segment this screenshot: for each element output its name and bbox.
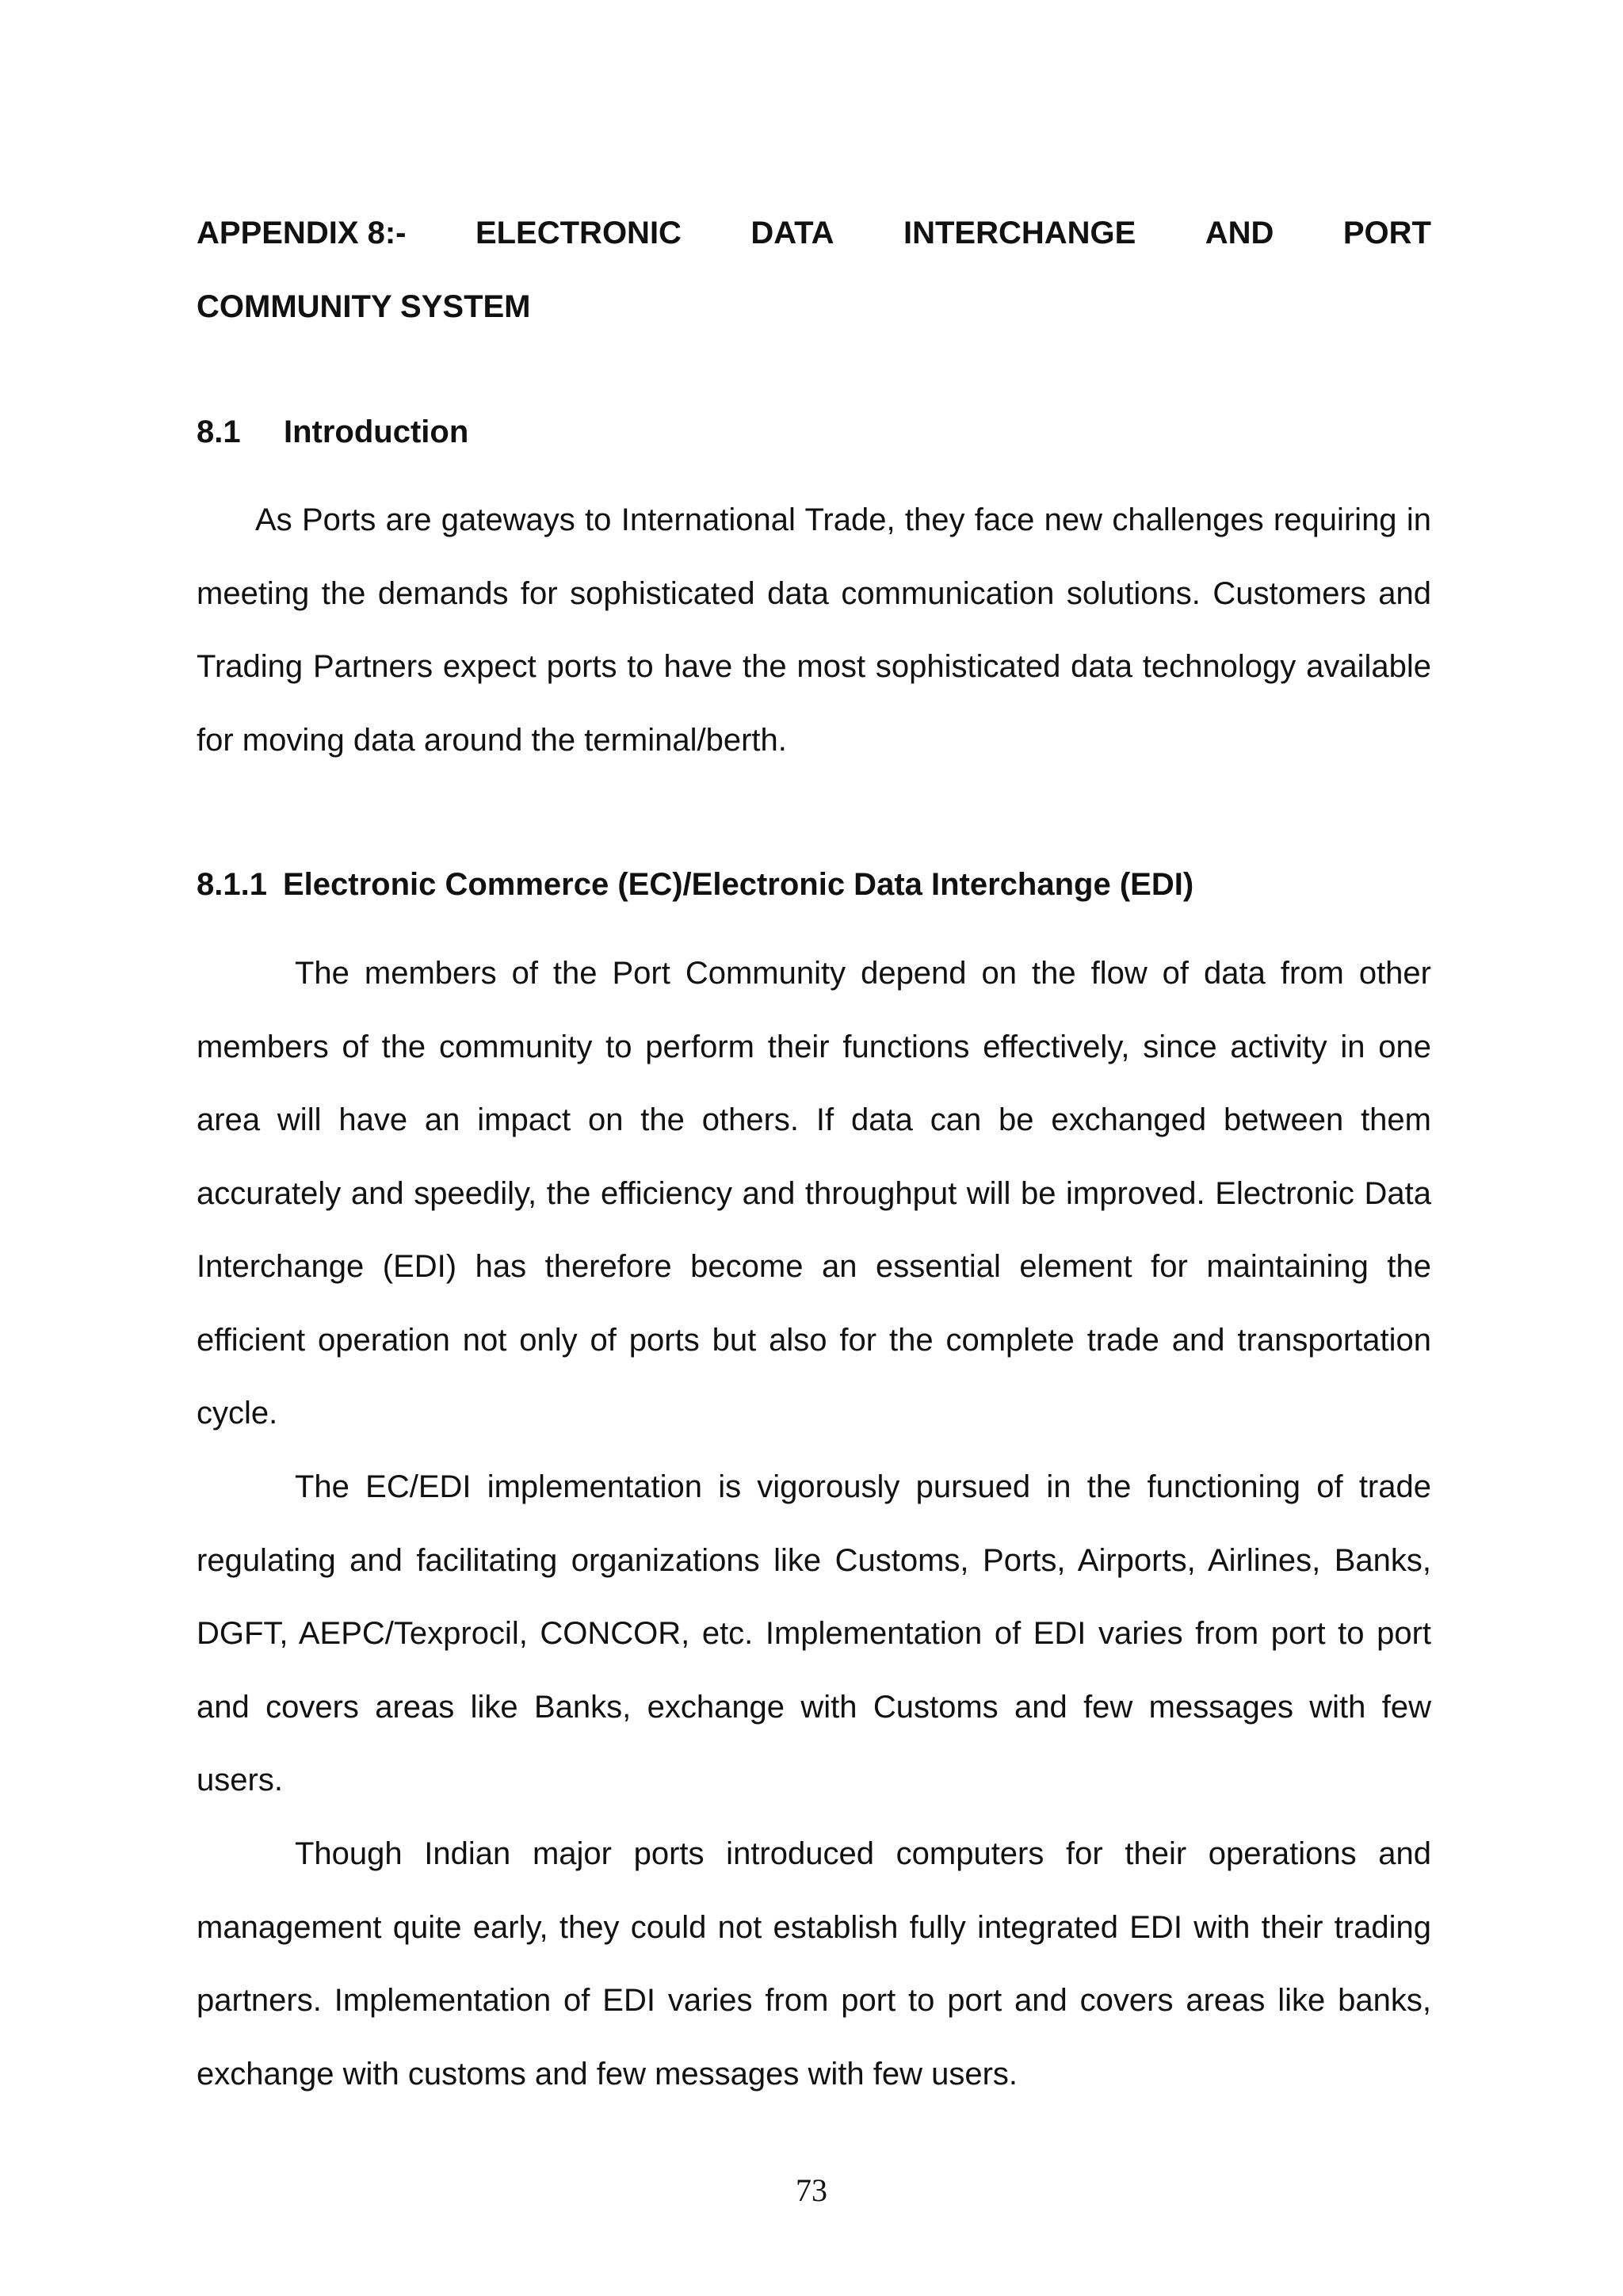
section-8-1-1-heading xyxy=(197,865,1431,904)
section-title: Introduction xyxy=(284,415,469,449)
edi-paragraph-3: Though Indian major ports introduced computers for their operations and management quite early, they could not establish fully integrated EDI with their trading partners. Implementation of EDI varies from port to port and covers areas like banks, exchange with customs and few messages with few users. xyxy=(197,1836,1431,2092)
section-8-1-heading xyxy=(197,413,1431,451)
section-number: 8.1.1 xyxy=(197,867,267,902)
appendix-title-line-1 xyxy=(197,214,1431,252)
appendix-title-word: APPENDIX 8:- xyxy=(197,216,407,250)
appendix-title-word: INTERCHANGE xyxy=(903,216,1136,250)
appendix-title-word: DATA xyxy=(750,216,834,250)
appendix-title-word: AND xyxy=(1205,216,1274,250)
edi-paragraph-2: The EC/EDI implementation is vigorously pursued in the functioning of trade regulating and facilitating organizations like Customs, Ports, Airports, Airlines, Banks, DGFT, AEPC/Texprocil, CONCOR, etc. Implementation of EDI varies from port to port and covers areas like Banks, exchange with Customs and few messages with few users. xyxy=(197,1469,1431,1797)
section-title: Electronic Commerce (EC)/Electronic Data Interchange (EDI) xyxy=(282,867,1194,902)
appendix-title-word: ELECTRONIC xyxy=(475,216,682,250)
intro-paragraph: As Ports are gateways to International Trade, they face new challenges requiring in meeting the demands for sophisticated data communication solutions. Customers and Trading Partners expect ports to have the most sophisticated data technology available for moving data around the terminal/berth. xyxy=(197,502,1431,758)
appendix-title-line-2: COMMUNITY SYSTEM xyxy=(197,289,531,324)
edi-paragraph-1: The members of the Port Community depend on the flow of data from other members of the community to perform their functions effectively, since activity in one area will have an impact on the others. If data can be exchanged between them accurately and speedily, the efficiency and throughput will be improved. Electronic Data Interchange (EDI) has therefore become an essential element for maintaining the efficient operation not only of ports but also for the complete trade and transportation cycle. xyxy=(197,956,1431,1431)
appendix-title-word: PORT xyxy=(1342,216,1431,250)
page-number: 73 xyxy=(796,2172,827,2208)
section-number: 8.1 xyxy=(197,415,241,449)
